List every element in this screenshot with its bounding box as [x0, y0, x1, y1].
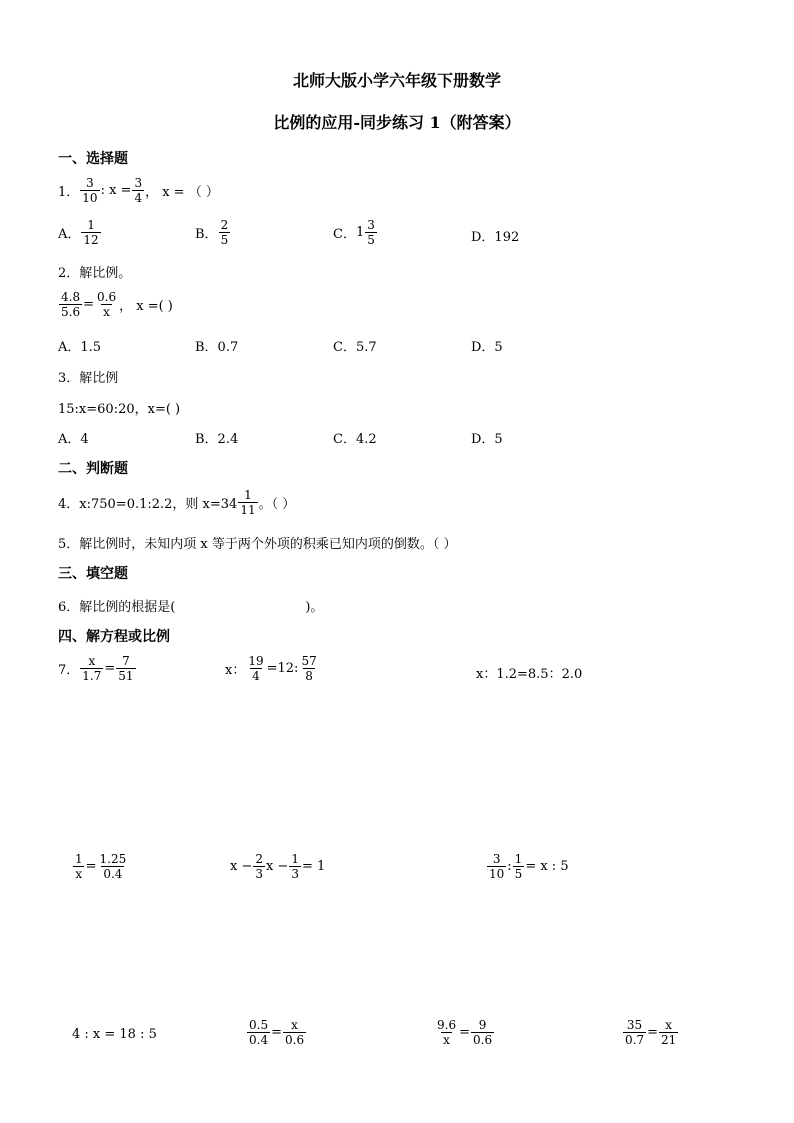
option-d: D．5 [471, 432, 503, 447]
equation-7: 4 : x = 18 : 5 [72, 1027, 157, 1042]
question-3: 3．解比例 [58, 371, 119, 386]
equation-6: 3 10 : $\frac{1}{5}$ = x : 5 [489, 852, 569, 881]
fraction: 1 11 [240, 488, 256, 517]
equation-9: $\frac{9.6}{x}$ = $\frac{9}{0.6}$ [437, 1018, 493, 1047]
question-3-expression: 15:x=60:20，x=( ) [58, 402, 181, 417]
section-heading-equations: 四、解方程或比例 [58, 629, 170, 645]
document-title: 北师大版小学六年级下册数学 [292, 71, 501, 90]
fraction: $\frac{3}{4}$ [134, 176, 143, 205]
equation-5: x − $\frac{2}{3}$ x − $\frac{1}{3}$ = 1 [230, 852, 326, 881]
fraction: 3 10 [82, 176, 98, 205]
option-d: D．5 [471, 340, 503, 355]
equation-2: x： $\frac{19}{4}$ =12: 57 8 [225, 654, 317, 683]
option-b: B．0.7 [195, 340, 239, 355]
section-heading-choice: 一、选择题 [58, 151, 128, 167]
question-2-expression: $\frac{4.8}{5.6}$ = $\frac{0.6}{x}$ ， x =( ) [61, 290, 173, 319]
equation-8: $\frac{0.5}{0.4}$ = $\frac{x}{0.6}$ [249, 1018, 305, 1047]
option-d: D．192 [471, 230, 520, 245]
equation-10: $\frac{35}{0.7}$ = $\frac{x}{21}$ [625, 1018, 677, 1047]
option-c: C． 1 3 5 [333, 218, 378, 247]
answer-blank-text: ， x = （ ） [145, 185, 219, 200]
option-b: B．2.4 [195, 432, 239, 447]
equation-1: 7． $\frac{x}{1.7}$ = $\frac{7}{51}$ [58, 654, 134, 683]
option-b: B． 2 5 [195, 218, 229, 247]
answer-blank-text: ， x =( ) [119, 299, 173, 314]
mixed-number: 1 3 5 [355, 218, 375, 247]
equation-3: x：1.2=8.5：2.0 [476, 667, 583, 682]
option-c: C．4.2 [333, 432, 377, 447]
section-heading-judgment: 二、判断题 [58, 461, 128, 477]
section-heading-fill-in: 三、填空题 [58, 566, 128, 582]
question-number: 7． [58, 663, 80, 678]
fraction: 2 5 [220, 218, 229, 247]
option-a: A．1.5 [58, 340, 102, 355]
fraction: $\frac{0.6}{x}$ [97, 290, 117, 319]
document-subtitle: 比例的应用-同步练习 1（附答案） [273, 113, 521, 132]
question-1 [58, 176, 219, 205]
fraction: 1 12 [83, 218, 99, 247]
question-number: 1． [58, 185, 80, 200]
question-4: 4．x:750=0.1:2.2，则 x=34 1 11 。（ ） [58, 488, 296, 517]
question-2: 2．解比例。 [58, 266, 132, 281]
option-c: C．5.7 [333, 340, 377, 355]
fraction: $\frac{4.8}{5.6}$ [61, 290, 81, 319]
option-a: A．4 [58, 432, 89, 447]
ratio-text: : x = [100, 183, 132, 198]
question-6: 6．解比例的根据是( )。 [58, 600, 324, 615]
option-a: A． 1 12 [58, 218, 99, 247]
equation-4: $\frac{1}{x}$ = $\frac{1.25}{0.4}$ [75, 852, 127, 881]
question-5: 5．解比例时，未知内项 x 等于两个外项的积乘已知内项的倒数。（ ） [58, 537, 457, 552]
